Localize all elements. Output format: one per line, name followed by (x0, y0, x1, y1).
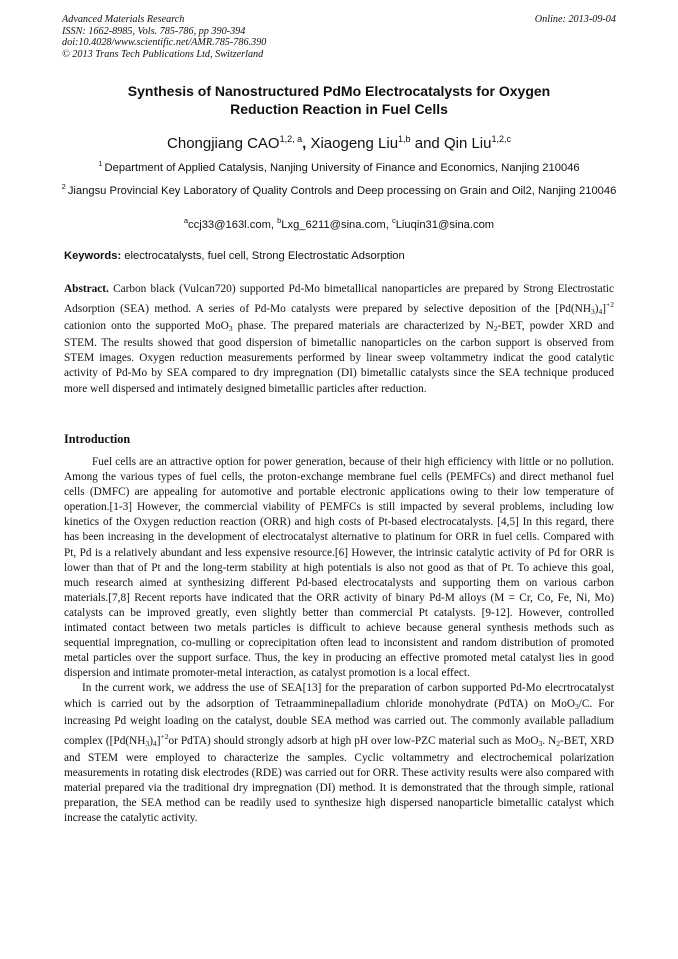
subscript: 3 (575, 701, 579, 711)
paragraph (64, 681, 614, 826)
title-line: Reduction Reaction in Fuel Cells (230, 101, 448, 117)
paragraph: Fuel cells are an attractive option for power generation, because of their high efficiency with little or no pollution. Among the various types of fuel cells, the proton-exchange membrane fuel cells (PEMFCs) and direct methanol fuel cells (DMFC) are appealing for automotive and portable electronic applications owing to their low temperature of operation.[1-3] However, the commercial viability of PEMFCs is still impacted by several problems, including low kinetics of the Oxygen reduction reaction (ORR) and high costs of Pt-based electrocatalysts. [4,5] In this regard, there has been increasing in the development of electrocatalyst alternative to platinum for ORR in fuel cells. Compared with Pt, Pd is a relatively abundant and less expensive resource.[6] However, the intrinsic catalytic activity of Pd for ORR is lower than that of Pt and the long-term stability at high potentials is also not good as that of Pt. To achieve this goal, much research aimed at synthesizing different Pd-based electrocatalysts and supporting them on various carbon materials.[7,8] Recent reports have indicated that the ORR activity of binary Pd-M alloys (M = Cr, Co, Fe, Ni, Mo) catalysts can be improved greatly, even slightly better than commercial Pt catalysts. [9-12]. However, controlled intimated contact between two metals particles is difficult to achieve because general synthesis methods such as sequential impregnation, co-mulling or coprecipitation often lead to inconsistent and random distribution of promoted metal particles over the support surface. Thus, the key in producing an effective promoted metal catalyst lies in good dispersion and intimate promoter-metal interaction, as catalyst promotion is a local effect. (64, 456, 614, 680)
section-heading-introduction: Introduction (64, 432, 131, 446)
affiliation-1 (60, 157, 618, 176)
online-date: Online: 2013-09-04 (534, 14, 616, 25)
email-marker: c (391, 216, 396, 225)
email-address[interactable]: Lxg_6211@sina.com, (281, 219, 392, 231)
subscript: 3 (538, 738, 543, 748)
author-name: Chongjiang CAO (167, 135, 280, 152)
paragraph-text: ] (156, 734, 161, 747)
subscript: 4 (598, 307, 603, 317)
title-line: Synthesis of Nanostructured PdMo Electrocatalysts for Oxygen (127, 83, 551, 99)
email-marker: b (277, 216, 282, 225)
subscript: 3 (228, 324, 233, 334)
subscript: 4 (152, 738, 157, 748)
author-emails (60, 214, 618, 232)
subscript: 2 (493, 324, 498, 334)
affiliation-number: 2 (61, 182, 66, 191)
email-address[interactable]: ccj33@163l.com, (188, 219, 278, 231)
author-separator: , (302, 135, 311, 152)
subscript: 3 (145, 738, 150, 748)
keywords (64, 249, 614, 263)
abstract-label: Abstract. (64, 283, 109, 295)
superscript: +2 (160, 731, 169, 741)
abstract-text: cationion onto the supported MoO (64, 320, 229, 333)
affiliation-number: 1 (98, 159, 103, 168)
superscript: +2 (606, 300, 614, 310)
paragraph-text: or PdTA) should strongly adsorb at high pH over low-PZC material such as MoO (168, 734, 539, 747)
author-superscript: 1,2, a (279, 134, 303, 144)
email-marker: a (183, 216, 189, 225)
keywords-label: Keywords: (64, 250, 122, 262)
paragraph-text: -BET, XRD and STEM were employed to characterize the samples. Cyclic voltammetry and electrochemical polarization measurements in rotating disk electrodes (RDE) was carried out for ORR. These activity results were also compared with material prepared via the traditional dry impregnation (DI) method. It is demonstrated that the through simple, rational preparation, the SEA method can be readily used to synthesize high dispersed nanoparticle bimetallic catalyst which increase the catalytic activity. (64, 734, 614, 825)
abstract-text: phase. The prepared materials are characterized by N (232, 320, 494, 333)
keywords-text: electrocatalysts, fuel cell, Strong Electrostatic Adsorption (121, 250, 405, 262)
paragraph-text: /C. For increasing Pd weight loading on the catalyst, double SEA method was carried out. The commonly available palladium complex ([Pd(NH (64, 697, 614, 747)
paragraph-text: ) (149, 734, 153, 747)
issn-line: ISSN: 1662-8985, Vols. 785-786, pp 390-394 (62, 25, 246, 37)
affiliation-2 (60, 180, 618, 199)
paragraph-text: In the current work, we address the use of SEA[13] for the preparation of carbon supported Pd-Mo elecrtrocatalyst which is carried out by the adsorption of Tetraamminepalladium chloride monohydrate (PdTA) on MoO (64, 682, 614, 710)
journal-header (62, 14, 616, 60)
abstract (64, 282, 614, 397)
abstract-text: ) (594, 303, 599, 316)
abstract-text: -BET, powder XRD and STEM. The results showed that good dispersion of bimetallic nanoparticles on the carbon support is observed from STEM images. Oxygen reduction measurements performed by linear sweep voltammetry indicat the good catalytic activity of Pd-Mo by SEA compared to dry impregnation (DI) bimetallic catalysts since the SEA technique produced more well dispersed and intimately designed bimetallic particles after reduction. (64, 320, 615, 395)
author-superscript: 1,b (398, 134, 411, 144)
subscript: 2 (556, 738, 561, 748)
abstract-text: ] (602, 303, 607, 316)
author-name: Qin Liu (443, 135, 492, 152)
paragraph-text: . N (542, 734, 557, 747)
affiliation-text: Department of Applied Catalysis, Nanjing University of Finance and Economics, Nanjing 210046 (104, 162, 580, 174)
author-separator: and (410, 135, 444, 152)
paper-title (70, 82, 608, 118)
abstract-text: Carbon black (Vulcan720) supported Pd-Mo bimetallical nanoparticles are prepared by Strong Electrostatic Adsorption (SEA) method. A series of Pd-Mo catalysts were prepared by selective deposition of the [Pd(NH (64, 283, 614, 316)
introduction-body (64, 455, 614, 826)
author-name: Xiaogeng Liu (310, 135, 399, 152)
email-address[interactable]: Liuqin31@sina.com (395, 219, 495, 231)
author-list (40, 130, 638, 153)
journal-name: Advanced Materials Research (62, 14, 185, 25)
doi-line: doi:10.4028/www.scientific.net/AMR.785-786.390 (62, 37, 267, 49)
author-superscript: 1,2,c (491, 134, 511, 144)
subscript: 3 (590, 307, 595, 317)
copyright-line: © 2013 Trans Tech Publications Ltd, Switzerland (62, 48, 264, 60)
affiliation-text: Jiangsu Provincial Key Laboratory of Quality Controls and Deep processing on Grain and Oil2, Nanjing 210046 (67, 185, 617, 197)
